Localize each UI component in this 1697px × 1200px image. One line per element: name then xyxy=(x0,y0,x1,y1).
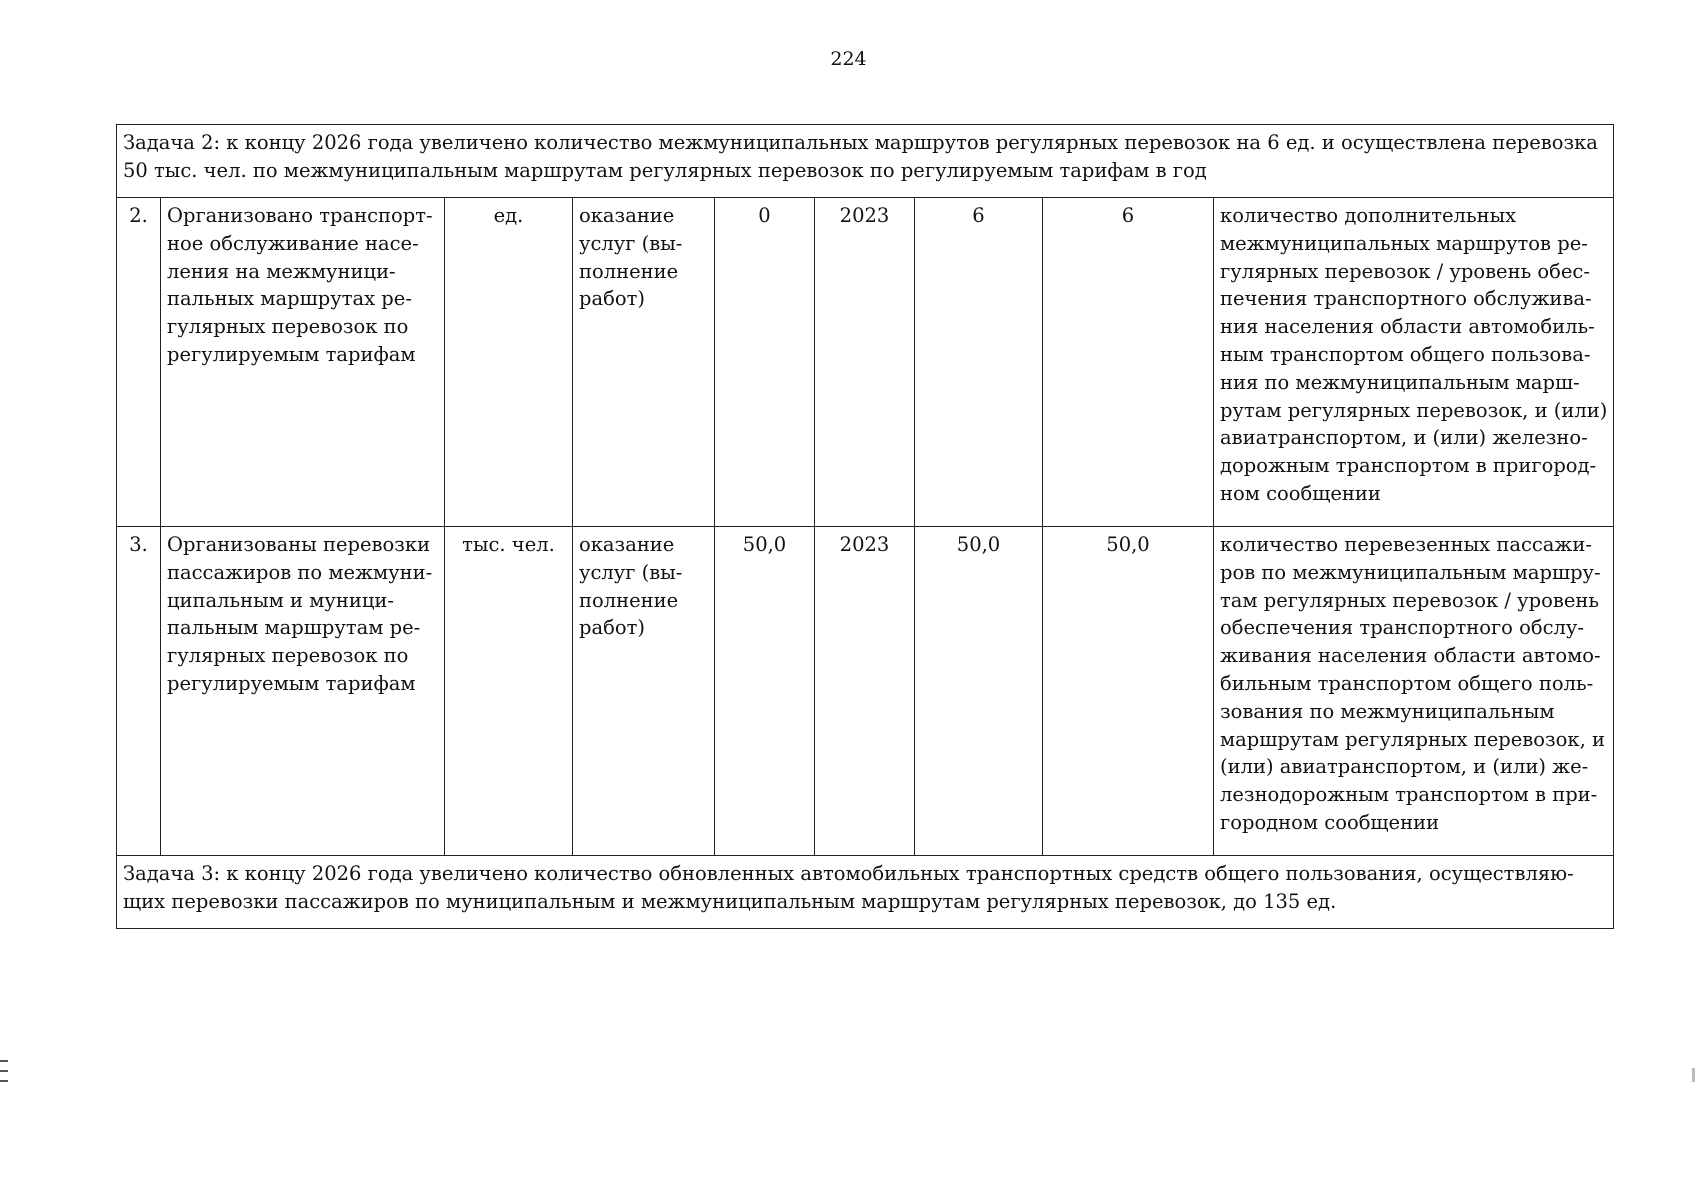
value-a: 6 xyxy=(915,198,1043,527)
row-number: 2. xyxy=(117,198,161,527)
table-row xyxy=(117,527,1614,856)
result-type: оказание услуг (вы- полнение работ) xyxy=(573,198,715,527)
page-number: 224 xyxy=(830,48,867,70)
result-name: Организованы перевозки пассажиров по межмуни- ципальным и муници- пальным маршрутам ре- гулярных перевозок по регулируемым тарифам xyxy=(161,527,445,856)
task3-line-2: щих перевозки пассажиров по муниципальным и межмуниципальным маршрутам регулярных перевозок, до 135 ед. xyxy=(123,889,1337,913)
result-type: оказание услуг (вы- полнение работ) xyxy=(573,527,715,856)
base-value: 50,0 xyxy=(715,527,815,856)
binding-marks xyxy=(0,1060,8,1086)
unit: тыс. чел. xyxy=(445,527,573,856)
result-description: количество дополнительных межмуниципальных маршрутов ре- гулярных перевозок / уровень обес- печения транспортного обслужива- ния населения области автомобиль- ным транспортом общего пользова- ния по межмуниципальным марш- рутам регулярных перевозок, и (или) авиатранспортом, и (или) железно- дорожным транспортом в пригород- ном сообщении xyxy=(1214,198,1614,527)
task2-row xyxy=(117,125,1614,198)
base-value: 0 xyxy=(715,198,815,527)
value-a: 50,0 xyxy=(915,527,1043,856)
row-number: 3. xyxy=(117,527,161,856)
task2-text xyxy=(117,125,1614,198)
indicators-table xyxy=(116,124,1614,929)
task3-row xyxy=(117,856,1614,929)
base-year: 2023 xyxy=(815,198,915,527)
edge-mark xyxy=(1692,1068,1695,1082)
table-row xyxy=(117,198,1614,527)
base-year: 2023 xyxy=(815,527,915,856)
task2-line-2: 50 тыс. чел. по межмуниципальным маршрутам регулярных перевозок по регулируемым тарифам в год xyxy=(123,158,1207,182)
task3-line-1: Задача 3: к концу 2026 года увеличено количество обновленных автомобильных транспортных средств общего пользования, осуществляю- xyxy=(123,862,1574,885)
result-name: Организовано транспорт- ное обслуживание насе- ления на межмуници- пальных маршрутах ре- гулярных перевозок по регулируемым тарифам xyxy=(161,198,445,527)
value-b: 6 xyxy=(1043,198,1214,527)
result-description: количество перевезенных пассажи- ров по межмуниципальным маршру- там регулярных перевозок / уровень обеспечения транспортного обслу- живания населения области автомо- бильным транспортом общего поль- зования по межмуниципальным маршрутам регулярных перевозок, и (или) авиатранспортом, и (или) же- лезнодорожным транспортом в при- городном сообщении xyxy=(1214,527,1614,856)
task3-text xyxy=(117,856,1614,929)
task2-line-1: Задача 2: к концу 2026 года увеличено количество межмуниципальных маршрутов регулярных перевозок на 6 ед. и осуществлена перевозка xyxy=(123,131,1598,154)
unit: ед. xyxy=(445,198,573,527)
value-b: 50,0 xyxy=(1043,527,1214,856)
